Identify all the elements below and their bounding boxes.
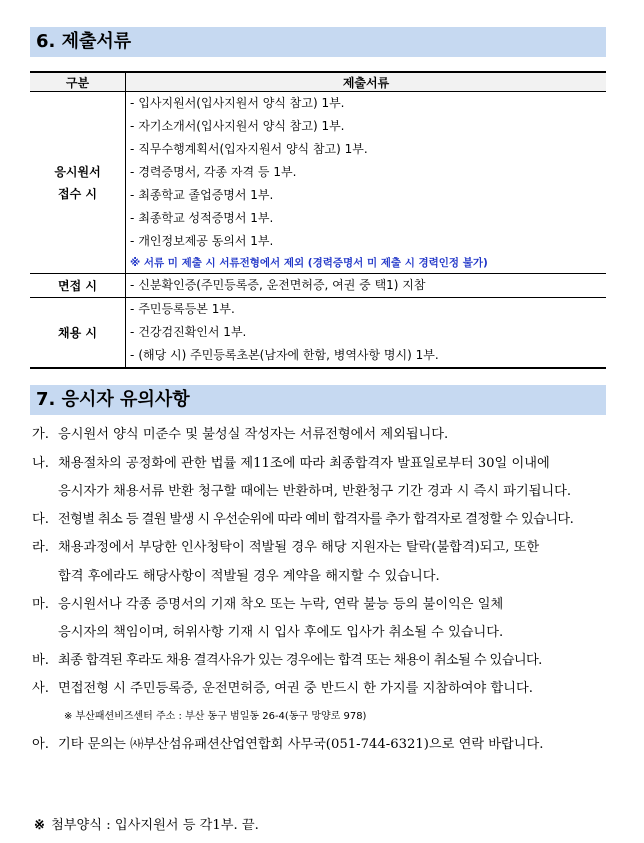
column-header-category: 구분 bbox=[30, 72, 126, 92]
notice-item: 바. 최종 합격된 후라도 채용 결격사유가 있는 경우에는 합격 또는 채용이 취소될 수 있습니다. bbox=[32, 653, 542, 668]
notice-item-continued: 합격 후에라도 해당사항이 적발될 경우 계약을 해지할 수 있습니다. bbox=[58, 569, 440, 584]
list-item: - 주민등록등본 1부. bbox=[130, 302, 235, 316]
required-documents-table bbox=[30, 71, 606, 369]
notice-item: 아. 기타 문의는 ㈔부산섬유패션산업연합회 사무국(051-744-6321)으로 연락 바랍니다. bbox=[32, 737, 544, 752]
list-item: - 자기소개서(입사지원서 양식 참고) 1부. bbox=[130, 119, 345, 133]
column-header-documents: 제출서류 bbox=[126, 72, 607, 92]
list-item: - 입사지원서(입사지원서 양식 참고) 1부. bbox=[130, 96, 345, 110]
documents-cell bbox=[126, 274, 607, 298]
notice-item: 라. 채용과정에서 부당한 인사청탁이 적발될 경우 해당 지원자는 탈락(불합격)되고, 또한 bbox=[32, 540, 540, 555]
notice-item: 나. 채용절차의 공정화에 관한 법률 제11조에 따라 최종합격자 발표일로부터 30일 이내에 bbox=[32, 456, 550, 471]
list-item: - 경력증명서, 각종 자격 등 1부. bbox=[130, 165, 297, 179]
list-item: - 최종학교 졸업증명서 1부. bbox=[130, 188, 274, 202]
category-application bbox=[30, 92, 126, 274]
submission-warning-note: ※ 서류 미 제출 시 서류전형에서 제외 (경력증명서 미 제출 시 경력인정 불가) bbox=[130, 257, 488, 269]
list-item: - (해당 시) 주민등록초본(남자에 한함, 병역사항 명시) 1부. bbox=[130, 348, 439, 362]
table-row-application bbox=[30, 92, 606, 274]
table-row-hiring bbox=[30, 298, 606, 369]
category-label: 응시원서 bbox=[54, 164, 101, 179]
notice-item: 마. 응시원서나 각종 증명서의 기재 착오 또는 누락, 연락 불능 등의 불이익은 일체 bbox=[32, 597, 504, 612]
section-6-title: 6. 제출서류 bbox=[30, 27, 606, 57]
category-interview bbox=[30, 274, 126, 298]
list-item: - 개인정보제공 동의서 1부. bbox=[130, 234, 274, 248]
list-item: - 직무수행계획서(입자지원서 양식 참고) 1부. bbox=[130, 142, 368, 156]
documents-cell bbox=[126, 92, 607, 274]
list-item: - 최종학교 성적증명서 1부. bbox=[130, 211, 274, 225]
category-label: 면접 시 bbox=[58, 278, 97, 293]
category-hiring bbox=[30, 298, 126, 369]
list-item: - 신분확인증(주민등록증, 운전면허증, 여권 중 택1) 지참 bbox=[130, 278, 426, 292]
notice-item: 가. 응시원서 양식 미준수 및 불성실 작성자는 서류전형에서 제외됩니다. bbox=[32, 427, 449, 442]
category-label: 채용 시 bbox=[58, 325, 97, 340]
attachment-line: ※ 첨부양식 : 입사지원서 등 각1부. 끝. bbox=[34, 818, 259, 833]
table-header-row bbox=[30, 72, 606, 92]
notice-item-continued: 응시자의 책임이며, 허위사항 기재 시 입사 후에도 입사가 취소될 수 있습니다. bbox=[58, 625, 504, 640]
table-row-interview bbox=[30, 274, 606, 298]
address-note: ※ 부산패션비즈센터 주소 : 부산 동구 범일동 26-4(동구 망양로 978) bbox=[64, 711, 367, 722]
notice-item-continued: 응시자가 채용서류 반환 청구할 때에는 반환하며, 반환청구 기간 경과 시 즉시 파기됩니다. bbox=[58, 484, 572, 499]
notice-item: 사. 면접전형 시 주민등록증, 운전면허증, 여권 중 반드시 한 가지를 지참하여야 합니다. bbox=[32, 681, 533, 696]
notice-item: 다. 전형별 취소 등 결원 발생 시 우선순위에 따라 예비 합격자를 추가 합격자로 결정할 수 있습니다. bbox=[32, 512, 574, 527]
category-label: 접수 시 bbox=[58, 186, 97, 201]
list-item: - 건강검진확인서 1부. bbox=[130, 325, 247, 339]
section-7-title: 7. 응시자 유의사항 bbox=[30, 385, 606, 415]
documents-cell bbox=[126, 298, 607, 369]
